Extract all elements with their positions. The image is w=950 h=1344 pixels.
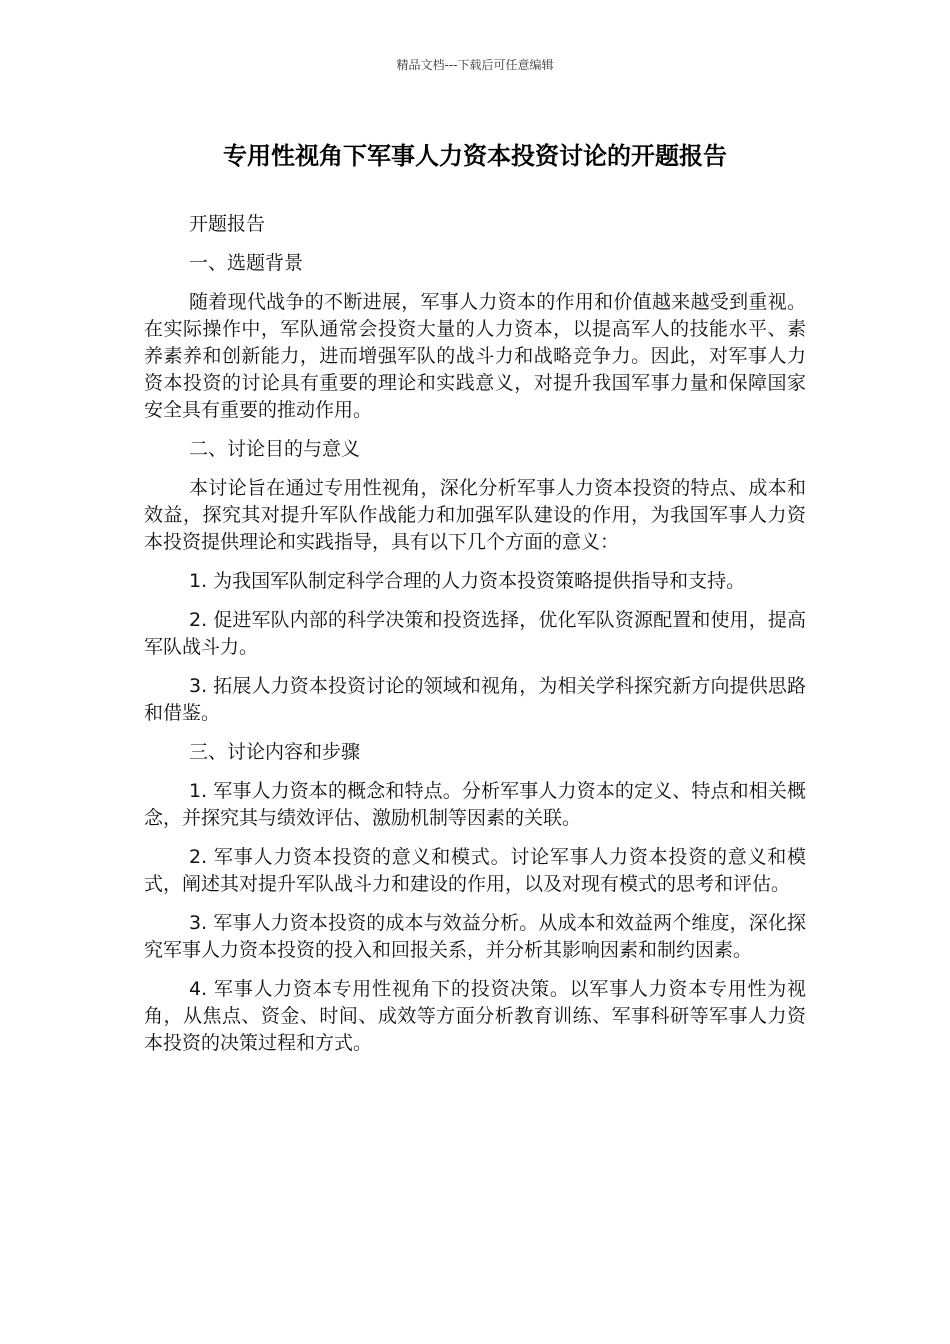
purpose-list-item-2: 2. 促进军队内部的科学决策和投资选择，优化军队资源配置和使用，提高军队战斗力。	[144, 609, 806, 658]
document-title: 专用性视角下军事人力资本投资讨论的开题报告	[223, 142, 727, 170]
section-heading-content: 三、讨论内容和步骤	[189, 741, 361, 763]
page-header: 精品文档---下载后可任意编辑	[396, 58, 554, 72]
purpose-list-item-1: 1. 为我国军队制定科学合理的人力资本投资策略提供指导和支持。	[189, 570, 746, 592]
paragraph-purpose: 本讨论旨在通过专用性视角，深化分析军事人力资本投资的特点、成本和效益，探究其对提升军队作战能力和加强军队建设的作用，为我国军事人力资本投资提供理论和实践指导，具有以下几个方面的意义：	[144, 477, 806, 553]
purpose-list-item-3: 3. 拓展人力资本投资讨论的领域和视角，为相关学科探究新方向提供思路和借鉴。	[144, 675, 806, 724]
content-list-item-2: 2. 军事人力资本投资的意义和模式。讨论军事人力资本投资的意义和模式，阐述其对提升军队战斗力和建设的作用，以及对现有模式的思考和评估。	[144, 846, 806, 895]
section-heading-background: 一、选题背景	[189, 252, 304, 274]
content-list-item-4: 4. 军事人力资本专用性视角下的投资决策。以军事人力资本专用性为视角，从焦点、资金、时间、成效等方面分析教育训练、军事科研等军事人力资本投资的决策过程和方式。	[144, 978, 806, 1054]
section-heading-purpose: 二、讨论目的与意义	[189, 438, 361, 460]
document-body	[144, 211, 806, 1069]
opening-report-label: 开题报告	[189, 213, 266, 235]
content-list-item-3: 3. 军事人力资本投资的成本与效益分析。从成本和效益两个维度，深化探究军事人力资本投资的投入和回报关系，并分析其影响因素和制约因素。	[144, 912, 806, 961]
paragraph-background: 随着现代战争的不断进展，军事人力资本的作用和价值越来越受到重视。在实际操作中，军队通常会投资大量的人力资本，以提高军人的技能水平、素养素养和创新能力，进而增强军队的战斗力和战略竞争力。因此，对军事人力资本投资的讨论具有重要的理论和实践意义，对提升我国军事力量和保障国家安全具有重要的推动作用。	[144, 291, 806, 421]
content-list-item-1: 1. 军事人力资本的概念和特点。分析军事人力资本的定义、特点和相关概念，并探究其与绩效评估、激励机制等因素的关联。	[144, 780, 806, 829]
